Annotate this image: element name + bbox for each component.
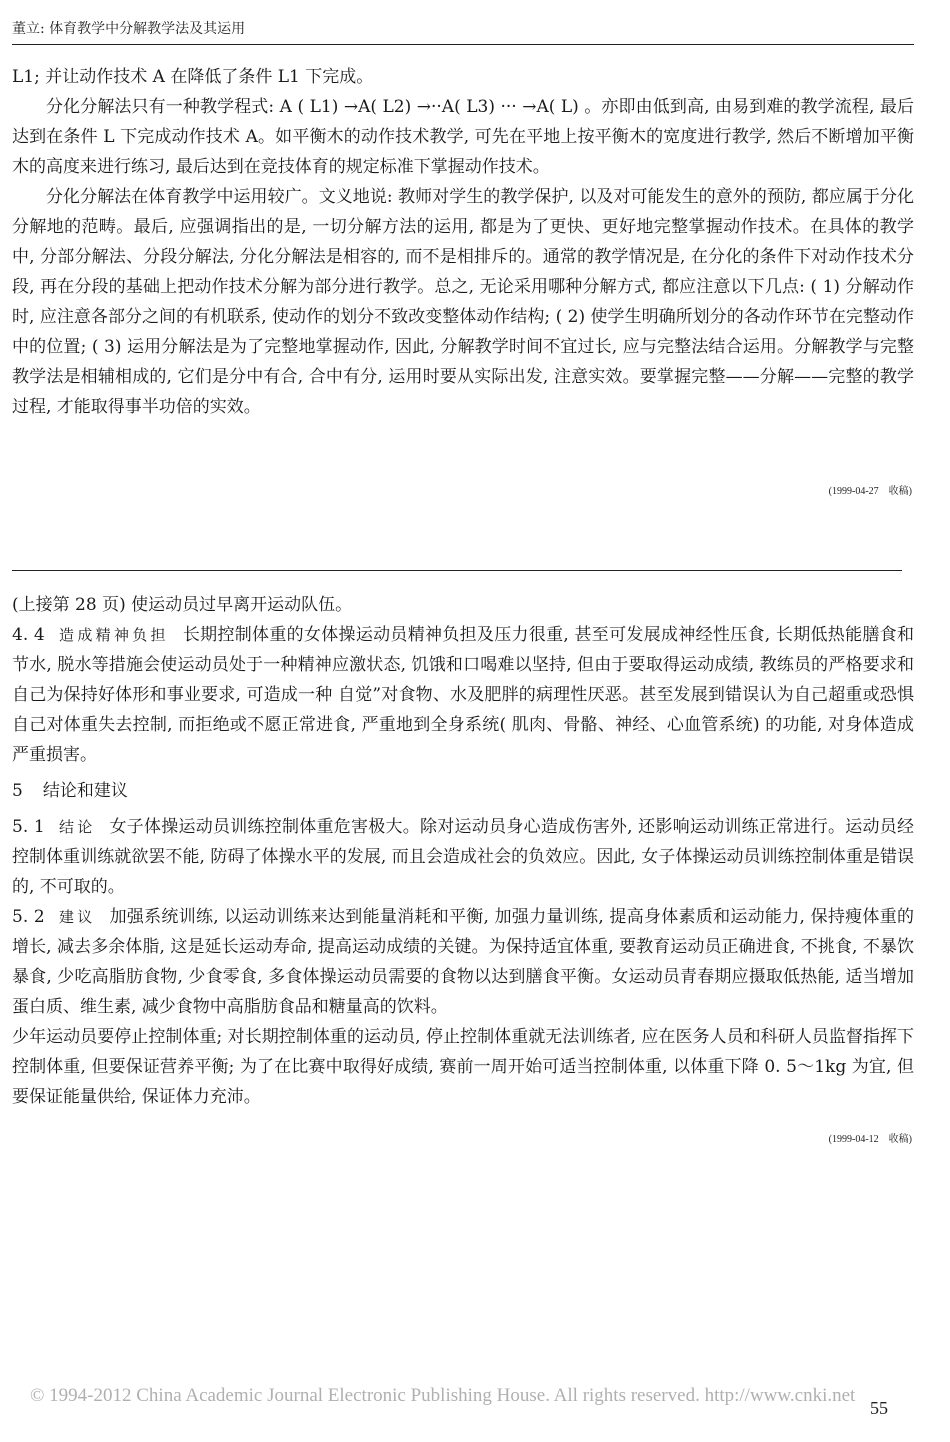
section-number: 5. 2	[12, 907, 45, 927]
section-5-2-continued: 少年运动员要停止控制体重; 对长期控制体重的运动员, 停止控制体重就无法训练者, 应在医务人员和科研人员监督指挥下控制体重, 但要保证营养平衡; 为了在比赛中取得好成绩, 赛前一周开始可适当控制体重, 以体重下降 0. 5～1kg 为宜, 但要保证能量供给, 保证体力充沛。	[12, 1027, 914, 1107]
running-title: 董立: 体育教学中分解教学法及其运用	[12, 21, 246, 37]
section-text: 加强系统训练, 以运动训练来达到能量消耗和平衡, 加强力量训练, 提高身体素质和运动能力, 保持瘦体重的增长, 减去多余体脂, 这是延长运动寿命, 提高运动成绩的关键。为保持适宜体重, 要教育运动员正确进食, 不挑食, 不暴饮暴食, 少吃高脂肪食物, 少食零食, 多食体操运动员需要的食物以达到膳食平衡。女运动员青春期应摄取低热能, 适当增加蛋白质、维生素, 减少食物中高脂肪食品和糖量高的饮料。	[12, 907, 914, 1017]
section-keyword: 建议	[58, 908, 96, 926]
section-number: 5	[12, 781, 23, 801]
article1-paragraph: 分化分解法只有一种教学程式: A ( L1) →A( L2) →··A( L3) ··· →A( L) 。亦即由低到高, 由易到难的教学流程, 最后达到在条件 L 下完成动作技术 A。如平衡木的动作技术教学, 可先在平地上按平衡木的宽度进行教学, 然后不断增加平衡木的高度来进行练习, 最后达到在竞技体育的规定标准下掌握动作技术。	[12, 97, 914, 177]
section-text: 女子体操运动员训练控制体重危害极大。除对运动员身心造成伤害外, 还影响运动训练正常进行。运动员经控制体重训练就欲罢不能, 防碍了体操水平的发展, 而且会造成社会的负效应。因此, 女子体操运动员训练控制体重是错误的, 不可取的。	[12, 817, 914, 897]
header-rule	[12, 44, 914, 45]
continued-from-note: (上接第 28 页) 使运动员过早离开运动队伍。	[12, 595, 353, 615]
article1-paragraph: 分化分解法在体育教学中运用较广。文义地说: 教师对学生的教学保护, 以及对可能发生的意外的预防, 都应属于分化分解地的范畴。最后, 应强调指出的是, 一切分解方法的运用, 都是为了更快、更好地完整掌握动作技术。在具体的教学中, 分部分解法、分段分解法, 分化分解法是相容的, 而不是相排斥的。通常的教学情况是, 在分化的条件下对动作技术分段, 再在分段的基础上把动作技术分解为部分进行教学。总之, 无论采用哪种分解方式, 都应注意以下几点: ( 1) 分解动作时, 应注意各部分之间的有机联系, 使动作的划分不致改变整体动作结构; ( 2) 使学生明确所划分的各动作环节在完整动作中的位置; ( 3) 运用分解法是为了完整地掌握动作, 因此, 分解教学时间不宜过长, 应与完整法结合运用。分解教学与完整教学法是相辅相成的, 它们是分中有合, 合中有分, 运用时要从实际出发, 注意实效。要掌握完整——分解——完整的教学过程, 才能取得事半功倍的实效。	[12, 187, 914, 417]
section-number: 4. 4	[12, 625, 45, 645]
section-5-2	[12, 902, 914, 1022]
article-separator	[12, 570, 902, 571]
section-keyword: 造成精神负担	[58, 626, 169, 644]
article2-received-date: (1999-04-12 收稿)	[828, 1134, 912, 1145]
copyright-footer: © 1994-2012 China Academic Journal Electronic Publishing House. All rights reserved. http://www.cnki.net	[30, 1385, 856, 1406]
page-number: 55	[870, 1398, 888, 1418]
section-5-1	[12, 812, 914, 902]
section-title: 结论和建议	[42, 781, 128, 801]
article2-body	[12, 590, 914, 1112]
article1-body	[12, 62, 914, 422]
article1-received-date: (1999-04-27 收稿)	[828, 486, 912, 497]
article1-paragraph: L1; 并让动作技术 A 在降低了条件 L1 下完成。	[12, 67, 374, 87]
section-4-4	[12, 620, 914, 770]
section-number: 5. 1	[12, 817, 45, 837]
section-text: 长期控制体重的女体操运动员精神负担及压力很重, 甚至可发展成神经性压食, 长期低热能膳食和节水, 脱水等措施会使运动员处于一种精神应激状态, 饥饿和口喝难以坚持, 但由于要取得运动成绩, 教练员的严格要求和自己为保持好体形和事业要求, 可造成一种 自觉”对食物、水及肥胖的病理性厌恶。甚至发展到错误认为自己超重或恐惧自己对体重失去控制, 而拒绝或不愿正常进食, 严重地到全身系统( 肌肉、骨骼、神经、心血管系统) 的功能, 对身体造成严重损害。	[12, 625, 914, 765]
section-keyword: 结论	[58, 818, 96, 836]
section-5-heading	[12, 776, 914, 806]
